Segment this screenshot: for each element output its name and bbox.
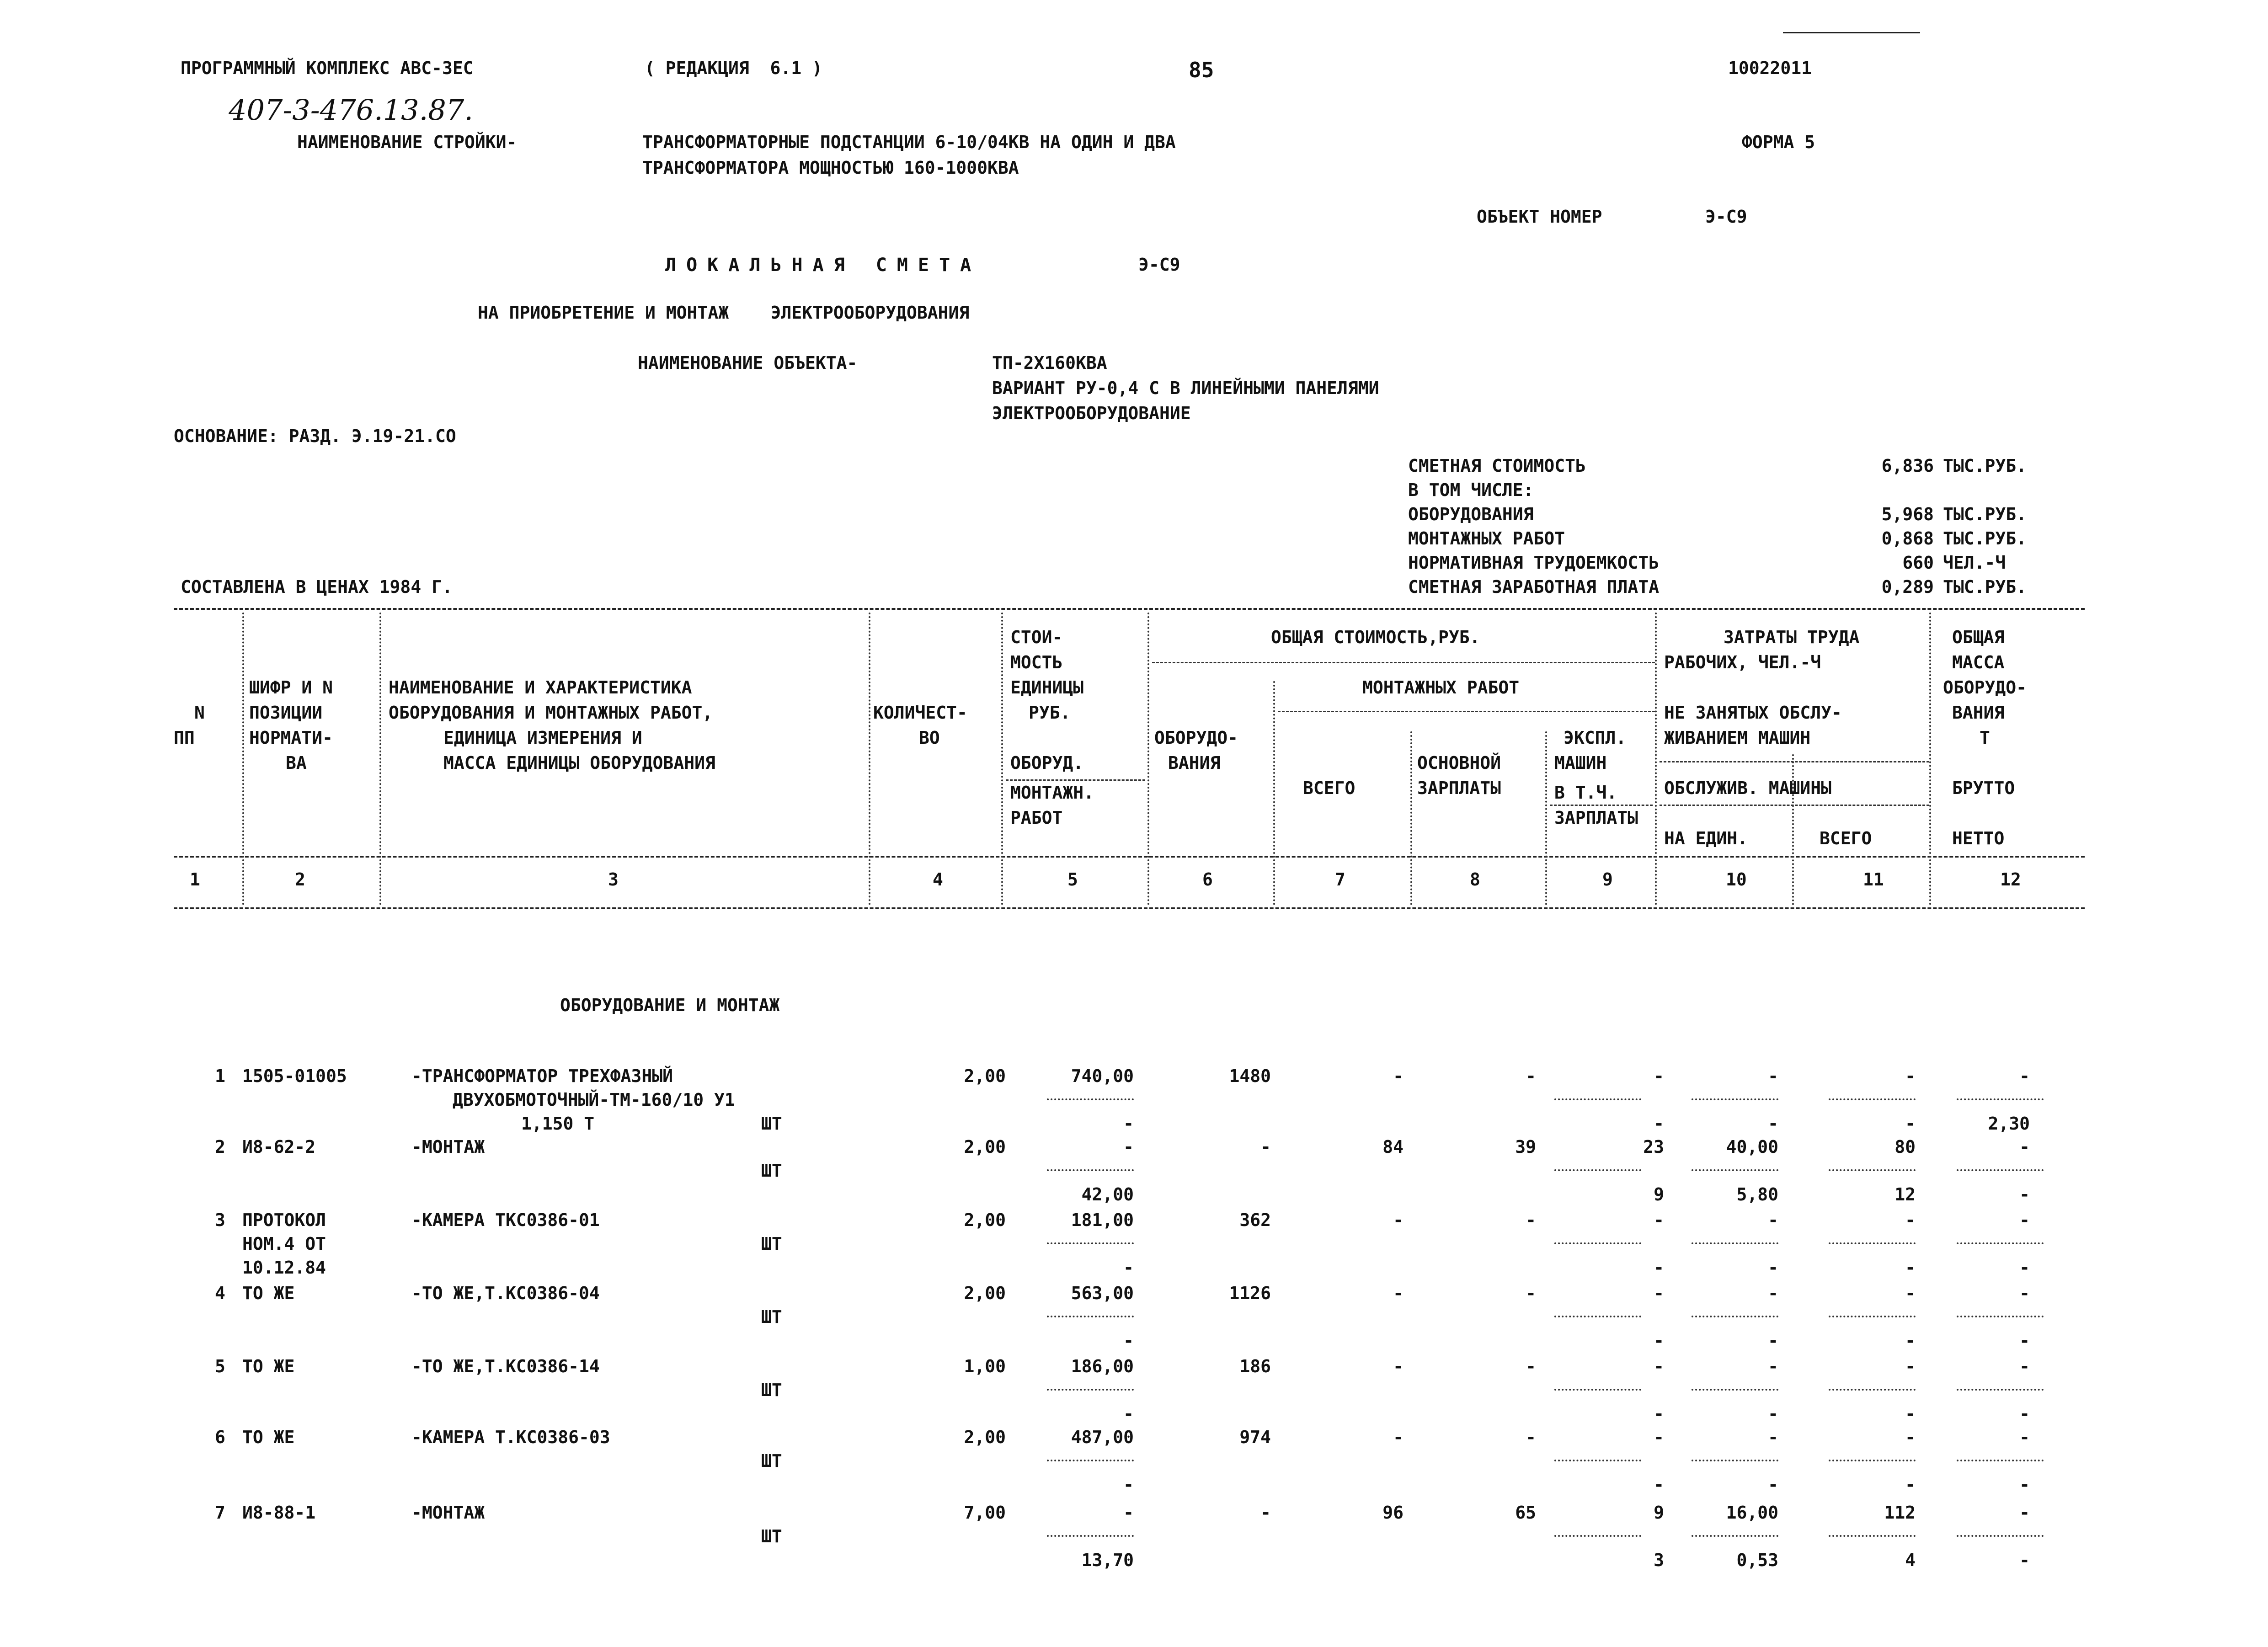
col-sep <box>1410 731 1412 905</box>
row-equipment-cost: 186 <box>1239 1356 1271 1376</box>
row-machines: - <box>1654 1066 1664 1086</box>
summary-unit: ТЫС.РУБ. <box>1943 577 2027 597</box>
col-header-code: НОРМАТИ- <box>249 728 333 748</box>
col-header-labor-sub: НЕ ЗАНЯТЫХ ОБСЛУ- <box>1664 703 1842 723</box>
row-qty: 7,00 <box>964 1503 1006 1523</box>
row-labor-total: 112 <box>1884 1503 1916 1523</box>
header-sub-rule <box>1660 761 1929 762</box>
row-equipment-cost: 362 <box>1239 1210 1271 1230</box>
row-unit: ШТ <box>761 1307 782 1327</box>
col-number: 9 <box>1602 869 1613 890</box>
row-total: - <box>1393 1066 1403 1086</box>
program-name: ПРОГРАММНЫЙ КОМПЛЕКС АВС-ЗЕС <box>181 58 474 78</box>
row-divider <box>1692 1535 1778 1537</box>
row-mass: - <box>2019 1356 2030 1376</box>
row-price-divider <box>1047 1389 1134 1391</box>
col-sep <box>242 613 244 905</box>
row-unit: ШТ <box>761 1380 782 1400</box>
row-sub-value: - <box>2019 1475 2030 1495</box>
row-divider <box>1692 1389 1778 1391</box>
row-labor-unit: - <box>1768 1427 1778 1447</box>
row-divider <box>1554 1242 1641 1244</box>
row-unit-price: - <box>1123 1503 1134 1523</box>
row-price-divider <box>1047 1242 1134 1244</box>
col-header-mount-works: МОНТАЖНЫХ РАБОТ <box>1362 677 1520 698</box>
row-salary: 65 <box>1515 1503 1536 1523</box>
col-number: 2 <box>295 869 305 890</box>
row-sub-value: - <box>2019 1404 2030 1424</box>
row-unit-price: - <box>1123 1137 1134 1157</box>
col-header-mass: ОБОРУДО- <box>1943 677 2027 698</box>
row-unit: ШТ <box>761 1234 782 1254</box>
row-divider <box>1957 1098 2044 1100</box>
summary-label: МОНТАЖНЫХ РАБОТ <box>1408 528 1565 549</box>
row-number: 4 <box>215 1283 225 1303</box>
col-header-name: ОБОРУДОВАНИЯ И МОНТАЖНЫХ РАБОТ, <box>389 703 713 723</box>
row-divider <box>1957 1535 2044 1537</box>
form-label: ФОРМА 5 <box>1742 132 1815 152</box>
col-header-name: ЕДИНИЦА ИЗМЕРЕНИЯ И <box>443 728 642 748</box>
summary-unit: ЧЕЛ.-Ч <box>1943 553 2006 573</box>
row-number: 6 <box>215 1427 225 1447</box>
col-header-per-unit: НА ЕДИН. <box>1664 828 1748 848</box>
row-machines: 23 <box>1643 1137 1664 1157</box>
row-unit: ШТ <box>761 1161 782 1181</box>
row-salary: - <box>1526 1283 1536 1303</box>
object-number-label: ОБЪЕКТ НОМЕР <box>1477 207 1602 227</box>
summary-label: СМЕТНАЯ СТОИМОСТЬ <box>1408 456 1586 476</box>
row-equipment-cost: 1126 <box>1229 1283 1271 1303</box>
row-labor-unit: - <box>1768 1210 1778 1230</box>
row-qty: 1,00 <box>964 1356 1006 1376</box>
row-total: 84 <box>1382 1137 1403 1157</box>
row-sub-value: - <box>1654 1258 1664 1278</box>
row-total: - <box>1393 1283 1403 1303</box>
header-sub-rule <box>1550 805 1653 806</box>
row-sub-value: - <box>1654 1475 1664 1495</box>
row-name: -ТО ЖЕ,Т.КС0386-14 <box>411 1356 600 1376</box>
col-header-machines: ЗАРПЛАТЫ <box>1554 808 1638 828</box>
building-name-1: ТРАНСФОРМАТОРНЫЕ ПОДСТАНЦИИ 6-10/04КВ НА ОДИН И ДВА <box>642 132 1176 152</box>
col-number: 4 <box>933 869 943 890</box>
row-sub-value: - <box>1905 1331 1916 1351</box>
row-sub-value: 4 <box>1905 1550 1916 1570</box>
estimate-subtitle: НА ПРИОБРЕТЕНИЕ И МОНТАЖ ЭЛЕКТРООБОРУДОВАНИЯ <box>478 303 970 323</box>
col-header-mass-net: НЕТТО <box>1952 828 2005 848</box>
col-header-equip: ВАНИЯ <box>1168 753 1221 773</box>
row-code: И8-88-1 <box>242 1503 316 1523</box>
row-divider <box>1692 1242 1778 1244</box>
row-divider <box>1692 1169 1778 1171</box>
col-header-machines: В Т.Ч. <box>1554 783 1617 803</box>
row-name: -КАМЕРА Т.КС0386-03 <box>411 1427 610 1447</box>
row-sub-value: - <box>1905 1404 1916 1424</box>
row-labor-total: 80 <box>1894 1137 1916 1157</box>
row-unit-price: 487,00 <box>1071 1427 1134 1447</box>
row-sub-value: - <box>2019 1184 2030 1205</box>
row-labor-total: - <box>1905 1066 1916 1086</box>
row-mass: - <box>2019 1503 2030 1523</box>
row-divider <box>1692 1460 1778 1461</box>
col-sep <box>1545 731 1547 905</box>
row-sub-value: - <box>2019 1550 2030 1570</box>
estimate-number: Э-С9 <box>1138 255 1180 275</box>
row-machines: - <box>1654 1427 1664 1447</box>
row-divider <box>1957 1169 2044 1171</box>
row-unit-price: 740,00 <box>1071 1066 1134 1086</box>
row-divider <box>1829 1460 1916 1461</box>
header-sub-rule <box>1660 805 1929 806</box>
row-name: ДВУХОБМОТОЧНЫЙ-ТМ-160/10 У1 <box>453 1090 735 1110</box>
header-sub-rule <box>1152 662 1655 663</box>
col-number: 10 <box>1726 869 1747 890</box>
row-labor-unit: - <box>1768 1283 1778 1303</box>
row-sub-value: - <box>1905 1475 1916 1495</box>
col-header-qty: ВО <box>919 728 940 748</box>
col-header-qty: КОЛИЧЕСТ- <box>873 703 967 723</box>
col-header-unit-cost: СТОИ- <box>1010 627 1063 647</box>
col-header-code: ПОЗИЦИИ <box>249 703 323 723</box>
col-number: 6 <box>1202 869 1213 890</box>
row-code: 10.12.84 <box>242 1258 326 1278</box>
object-name-label: НАИМЕНОВАНИЕ ОБЪЕКТА- <box>638 353 858 373</box>
summary-label: НОРМАТИВНАЯ ТРУДОЕМКОСТЬ <box>1408 553 1660 573</box>
row-price-divider <box>1047 1535 1134 1537</box>
row-qty: 2,00 <box>964 1283 1006 1303</box>
row-sub-value: - <box>1654 1114 1664 1134</box>
table-top-rule <box>174 608 2085 610</box>
row-mass: - <box>2019 1427 2030 1447</box>
row-sub-value: - <box>1768 1258 1778 1278</box>
edition: ( РЕДАКЦИЯ 6.1 ) <box>645 58 822 78</box>
row-unit-price-mount: 42,00 <box>1081 1184 1134 1205</box>
col-header-labor-sub: ЖИВАНИЕМ МАШИН <box>1664 728 1811 748</box>
row-number: 1 <box>215 1066 225 1086</box>
row-divider <box>1829 1535 1916 1537</box>
row-machines: 9 <box>1654 1503 1664 1523</box>
row-sub-value: - <box>2019 1331 2030 1351</box>
col-header-salary: ОСНОВНОЙ <box>1417 753 1501 773</box>
col-header-machines: ЭКСПЛ. <box>1564 728 1627 748</box>
row-code: ПРОТОКОЛ <box>242 1210 326 1230</box>
col-header-labor: РАБОЧИХ, ЧЕЛ.-Ч <box>1664 652 1821 672</box>
row-mass: - <box>2019 1283 2030 1303</box>
row-sub-value: - <box>1768 1331 1778 1351</box>
col-sep <box>869 613 870 905</box>
col-number: 12 <box>2000 869 2021 890</box>
row-divider <box>1554 1535 1641 1537</box>
row-sub-value: 12 <box>1894 1184 1916 1205</box>
row-unit-price-mount: - <box>1123 1475 1134 1495</box>
row-name: -МОНТАЖ <box>411 1503 485 1523</box>
col-sep <box>1929 613 1931 905</box>
col-header-code: ВА <box>286 753 307 773</box>
row-equipment-cost: 974 <box>1239 1427 1271 1447</box>
summary-value: 0,868 <box>1881 528 1934 549</box>
row-divider <box>1829 1242 1916 1244</box>
col-header-unit-cost: РУБ. <box>1029 703 1071 723</box>
row-sub-value: - <box>2019 1258 2030 1278</box>
object-line-3: ЭЛЕКТРООБОРУДОВАНИЕ <box>992 403 1191 423</box>
row-labor-unit: - <box>1768 1066 1778 1086</box>
row-sub-value: - <box>1654 1404 1664 1424</box>
col-number: 5 <box>1067 869 1078 890</box>
table-header-bottom-rule <box>174 856 2085 858</box>
row-unit: ШТ <box>761 1114 782 1134</box>
row-divider <box>1829 1169 1916 1171</box>
row-total: 96 <box>1382 1503 1403 1523</box>
row-code: ТО ЖЕ <box>242 1427 295 1447</box>
row-salary: - <box>1526 1210 1536 1230</box>
col-sep <box>1655 613 1657 905</box>
row-machines: - <box>1654 1283 1664 1303</box>
summary-unit: ТЫС.РУБ. <box>1943 456 2027 476</box>
row-qty: 2,00 <box>964 1137 1006 1157</box>
row-labor-total: - <box>1905 1427 1916 1447</box>
col-header-labor: ЗАТРАТЫ ТРУДА <box>1724 627 1860 647</box>
handwritten-code: 407-3-476.13.87. <box>229 93 473 127</box>
page-number: 85 <box>1189 58 1214 82</box>
row-labor-unit: 40,00 <box>1726 1137 1778 1157</box>
col-header-mass-gross: БРУТТО <box>1952 778 2015 798</box>
row-divider <box>1829 1098 1916 1100</box>
row-divider <box>1692 1316 1778 1317</box>
row-labor-total: - <box>1905 1210 1916 1230</box>
col-header-unit-cost-equip: ОБОРУД. <box>1010 753 1084 773</box>
summary-label: ОБОРУДОВАНИЯ <box>1408 504 1534 524</box>
col-header-mass: ВАНИЯ <box>1952 703 2005 723</box>
col-header-salary: ЗАРПЛАТЫ <box>1417 778 1501 798</box>
col-sep <box>1147 613 1149 905</box>
row-code: 1505-01005 <box>242 1066 347 1086</box>
summary-unit: ТЫС.РУБ. <box>1943 528 2027 549</box>
row-divider <box>1957 1242 2044 1244</box>
col-header-unit-cost-mount: РАБОТ <box>1010 808 1063 828</box>
row-unit: ШТ <box>761 1451 782 1471</box>
summary-value: 6,836 <box>1881 456 1934 476</box>
col-header-equip: ОБОРУДО- <box>1154 728 1238 748</box>
col-number: 8 <box>1470 869 1480 890</box>
row-salary: - <box>1526 1066 1536 1086</box>
row-total: - <box>1393 1356 1403 1376</box>
row-number: 3 <box>215 1210 225 1230</box>
prices-year: СОСТАВЛЕНА В ЦЕНАХ 1984 Г. <box>181 577 453 597</box>
row-name: -ТО ЖЕ,Т.КС0386-04 <box>411 1283 600 1303</box>
row-unit-price: 186,00 <box>1071 1356 1134 1376</box>
object-line-1: ТП-2Х160КВА <box>992 353 1107 373</box>
header-sub-rule <box>1006 779 1145 781</box>
row-total: - <box>1393 1210 1403 1230</box>
row-number: 2 <box>215 1137 225 1157</box>
top-right-rule <box>1783 32 1920 33</box>
col-number: 7 <box>1335 869 1345 890</box>
building-label: НАИМЕНОВАНИЕ СТРОЙКИ- <box>297 132 517 152</box>
row-qty: 2,00 <box>964 1427 1006 1447</box>
row-mass: - <box>2019 1066 2030 1086</box>
row-sub-value: 2,30 <box>1988 1114 2030 1134</box>
col-header-labor-total: ВСЕГО <box>1820 828 1872 848</box>
summary-label: В ТОМ ЧИСЛЕ: <box>1408 480 1534 500</box>
col-header-n: N <box>194 703 205 723</box>
row-machines: - <box>1654 1356 1664 1376</box>
col-header-name: НАИМЕНОВАНИЕ И ХАРАКТЕРИСТИКА <box>389 677 692 698</box>
col-header-unit-cost: МОСТЬ <box>1010 652 1063 672</box>
row-sub-value: - <box>1768 1475 1778 1495</box>
header-sub-rule <box>1278 711 1655 712</box>
col-header-code: ШИФР И N <box>249 677 333 698</box>
row-price-divider <box>1047 1169 1134 1171</box>
object-line-2: ВАРИАНТ РУ-0,4 С В ЛИНЕЙНЫМИ ПАНЕЛЯМИ <box>992 378 1379 398</box>
summary-label: СМЕТНАЯ ЗАРАБОТНАЯ ПЛАТА <box>1408 577 1660 597</box>
row-divider <box>1957 1316 2044 1317</box>
building-name-2: ТРАНСФОРМАТОРА МОЩНОСТЬЮ 160-1000КВА <box>642 158 1019 178</box>
row-equipment-cost: - <box>1260 1137 1271 1157</box>
row-labor-unit: - <box>1768 1356 1778 1376</box>
row-labor-total: - <box>1905 1283 1916 1303</box>
row-price-divider <box>1047 1460 1134 1461</box>
row-total: - <box>1393 1427 1403 1447</box>
col-header-unit-cost: ЕДИНИЦЫ <box>1010 677 1084 698</box>
row-price-divider <box>1047 1316 1134 1317</box>
row-divider <box>1554 1316 1641 1317</box>
col-header-total: ВСЕГО <box>1303 778 1355 798</box>
row-sub-value: - <box>1905 1114 1916 1134</box>
row-divider <box>1957 1460 2044 1461</box>
row-unit-price-mount: - <box>1123 1114 1134 1134</box>
row-number: 7 <box>215 1503 225 1523</box>
row-unit-price-mount: - <box>1123 1404 1134 1424</box>
estimate-title: ЛОКАЛЬНАЯ СМЕТА <box>665 255 982 276</box>
table-numbers-bottom-rule <box>174 907 2085 909</box>
row-unit-price: 181,00 <box>1071 1210 1134 1230</box>
col-header-total-cost: ОБЩАЯ СТОИМОСТЬ,РУБ. <box>1271 627 1480 647</box>
section-title: ОБОРУДОВАНИЕ И МОНТАЖ <box>560 995 780 1015</box>
row-labor-total: - <box>1905 1356 1916 1376</box>
row-sub-value: 9 <box>1654 1184 1664 1205</box>
row-divider <box>1554 1098 1641 1100</box>
row-code: НОМ.4 ОТ <box>242 1234 326 1254</box>
basis: ОСНОВАНИЕ: РАЗД. Э.19-21.СО <box>174 426 456 446</box>
row-mass: - <box>2019 1137 2030 1157</box>
col-header-unit-cost-mount: МОНТАЖН. <box>1010 783 1094 803</box>
row-name: -КАМЕРА ТКС0386-01 <box>411 1210 600 1230</box>
row-price-divider <box>1047 1098 1134 1100</box>
col-header-name: МАССА ЕДИНИЦЫ ОБОРУДОВАНИЯ <box>443 753 715 773</box>
col-sep <box>379 613 381 905</box>
row-sub-value: 5,80 <box>1736 1184 1778 1205</box>
row-name: -ТРАНСФОРМАТОР ТРЕХФАЗНЫЙ <box>411 1066 673 1086</box>
col-sep <box>1001 613 1003 905</box>
row-name: 1,150 Т <box>521 1114 595 1134</box>
row-labor-unit: 16,00 <box>1726 1503 1778 1523</box>
row-equipment-cost: 1480 <box>1229 1066 1271 1086</box>
summary-value: 0,289 <box>1881 577 1934 597</box>
row-unit-price: 563,00 <box>1071 1283 1134 1303</box>
col-number: 1 <box>190 869 200 890</box>
row-sub-value: - <box>1905 1258 1916 1278</box>
row-code: И8-62-2 <box>242 1137 316 1157</box>
summary-unit: ТЫС.РУБ. <box>1943 504 2027 524</box>
row-code: ТО ЖЕ <box>242 1283 295 1303</box>
row-machines: - <box>1654 1210 1664 1230</box>
row-qty: 2,00 <box>964 1066 1006 1086</box>
row-unit-price-mount: - <box>1123 1258 1134 1278</box>
row-equipment-cost: - <box>1260 1503 1271 1523</box>
row-unit-price-mount: 13,70 <box>1081 1550 1134 1570</box>
row-divider <box>1829 1389 1916 1391</box>
row-divider <box>1554 1169 1641 1171</box>
row-divider <box>1829 1316 1916 1317</box>
col-sep <box>1273 681 1275 905</box>
col-header-machines: МАШИН <box>1554 753 1607 773</box>
col-sep <box>1792 754 1794 905</box>
row-name: -МОНТАЖ <box>411 1137 485 1157</box>
col-header-mass: МАССА <box>1952 652 2005 672</box>
col-header-mass: Т <box>1980 728 1990 748</box>
col-header-n: ПП <box>174 728 195 748</box>
doc-code: 10022011 <box>1728 58 1812 78</box>
row-salary: 39 <box>1515 1137 1536 1157</box>
row-qty: 2,00 <box>964 1210 1006 1230</box>
row-divider <box>1554 1460 1641 1461</box>
col-number: 3 <box>608 869 619 890</box>
row-code: ТО ЖЕ <box>242 1356 295 1376</box>
row-sub-value: - <box>1768 1114 1778 1134</box>
col-header-labor-sub2: ОБСЛУЖИВ. МАШИНЫ <box>1664 778 1832 798</box>
summary-value: 660 <box>1902 553 1934 573</box>
col-number: 11 <box>1863 869 1884 890</box>
row-divider <box>1554 1389 1641 1391</box>
row-sub-value: 3 <box>1654 1550 1664 1570</box>
row-number: 5 <box>215 1356 225 1376</box>
row-salary: - <box>1526 1356 1536 1376</box>
row-sub-value: - <box>1768 1404 1778 1424</box>
row-divider <box>1692 1098 1778 1100</box>
row-unit-price-mount: - <box>1123 1331 1134 1351</box>
row-sub-value: - <box>1654 1331 1664 1351</box>
col-header-mass: ОБЩАЯ <box>1952 627 2005 647</box>
row-mass: - <box>2019 1210 2030 1230</box>
summary-value: 5,968 <box>1881 504 1934 524</box>
row-unit: ШТ <box>761 1526 782 1546</box>
row-divider <box>1957 1389 2044 1391</box>
object-number: Э-С9 <box>1705 207 1747 227</box>
row-sub-value: 0,53 <box>1736 1550 1778 1570</box>
row-salary: - <box>1526 1427 1536 1447</box>
